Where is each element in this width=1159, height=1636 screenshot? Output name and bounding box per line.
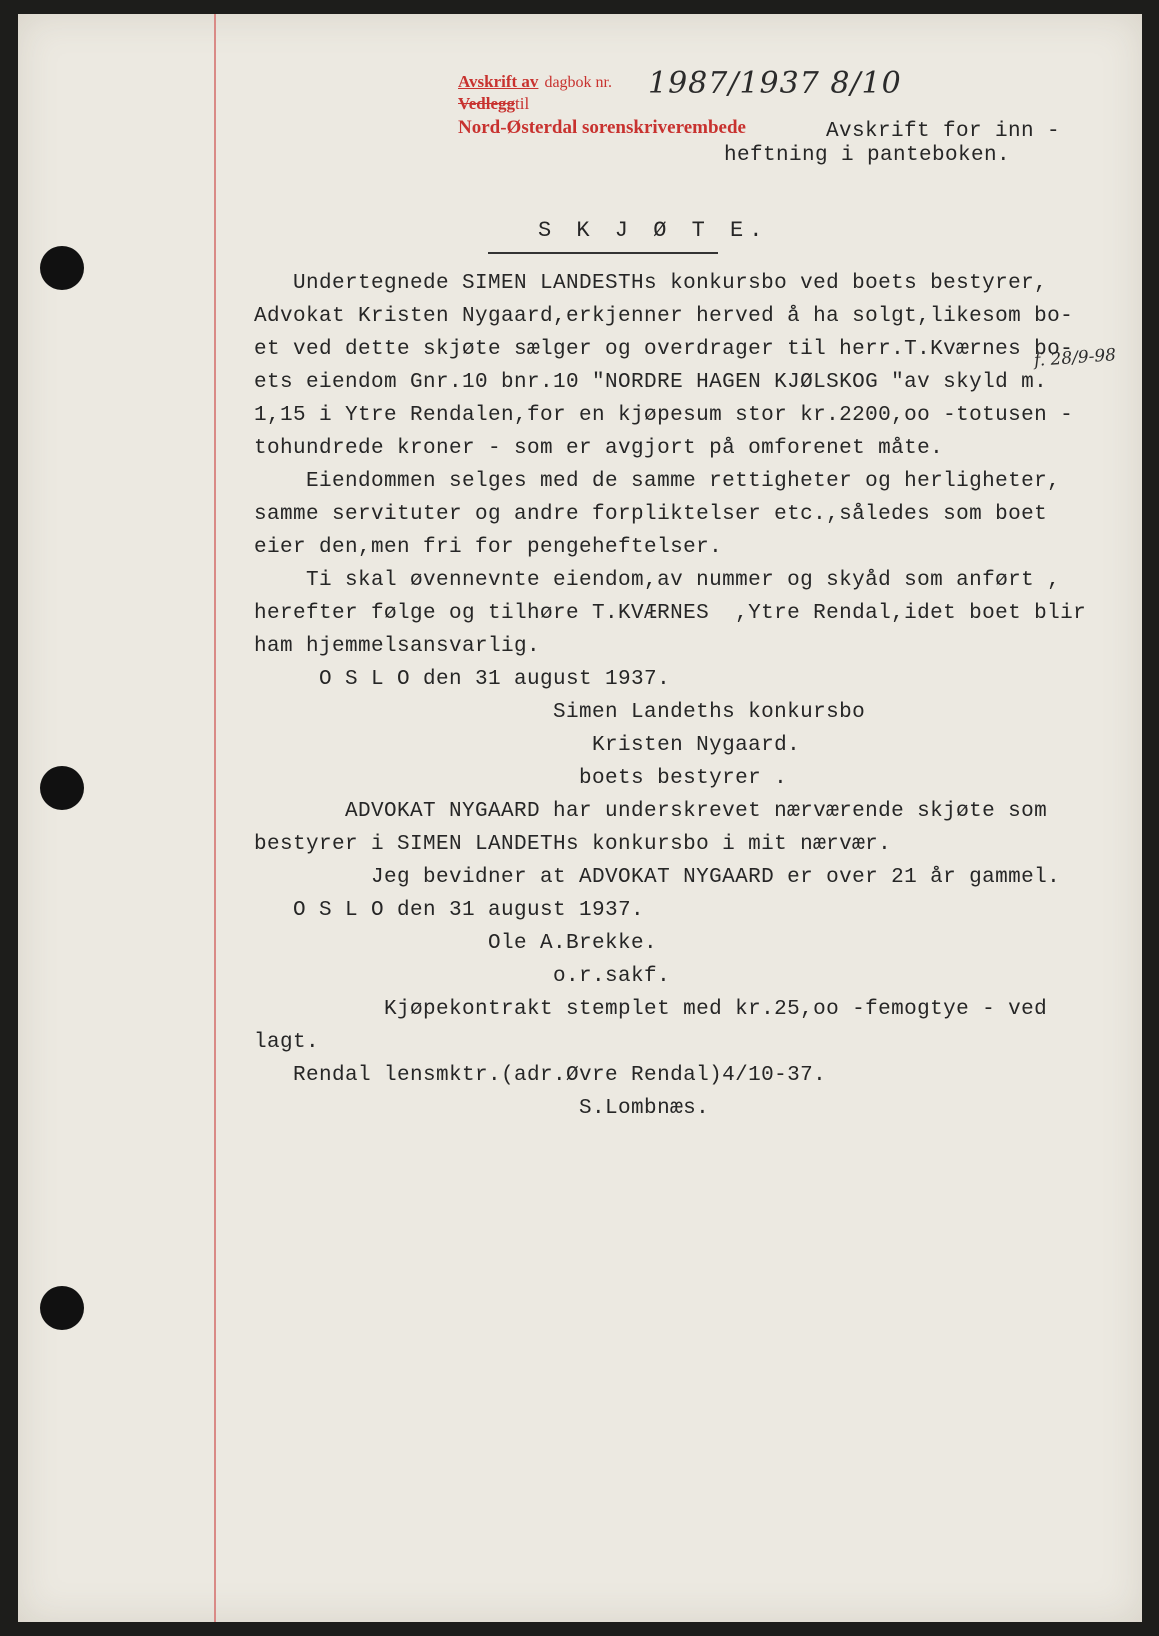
- body-line: et ved dette skjøte sælger og overdrager til herr.T.Kværnes bo-: [254, 338, 1074, 361]
- handwritten-margin-note: f. 28/9-98: [1033, 345, 1117, 371]
- body-line: Rendal lensmktr.(adr.Øvre Rendal)4/10-37.: [254, 1064, 827, 1087]
- title-underline: [488, 252, 718, 254]
- body-line: Ti skal øvennevnte eiendom,av nummer og skyåd som anført ,: [254, 569, 1061, 592]
- stamp-line-2: [458, 94, 529, 114]
- body-line: herefter følge og tilhøre T.KVÆRNES ,Ytre Rendal,idet boet blir: [254, 602, 1087, 625]
- body-line: ADVOKAT NYGAARD har underskrevet nærværende skjøte som: [254, 800, 1048, 823]
- body-line: Kristen Nygaard.: [254, 734, 801, 757]
- body-line: eier den,men fri for pengeheftelser.: [254, 536, 723, 559]
- header-note-line: heftning i panteboken.: [724, 144, 1011, 167]
- punch-hole-icon: [40, 1286, 84, 1330]
- body-line: bestyrer i SIMEN LANDETHs konkursbo i mit nærvær.: [254, 833, 892, 856]
- body-line: Undertegnede SIMEN LANDESTHs konkursbo ved boets bestyrer,: [254, 272, 1048, 295]
- body-line: ham hjemmelsansvarlig.: [254, 635, 541, 658]
- body-line: Advokat Kristen Nygaard,erkjenner herved å ha solgt,likesom bo-: [254, 305, 1074, 328]
- body-line: ets eiendom Gnr.10 bnr.10 "NORDRE HAGEN KJØLSKOG "av skyld m.: [254, 371, 1048, 394]
- stamp-avskrift: Avskrift av: [458, 72, 539, 91]
- body-line: o.r.sakf.: [254, 965, 671, 988]
- body-line: lagt.: [254, 1031, 320, 1054]
- body-line: Simen Landeths konkursbo: [254, 701, 866, 724]
- header-note-line: Avskrift for inn -: [826, 120, 1061, 143]
- stamp-til: til: [515, 94, 530, 113]
- body-line: S.Lombnæs.: [254, 1097, 710, 1120]
- stamp-office: Nord-Østerdal sorenskriverembede: [458, 117, 746, 138]
- punch-hole-icon: [40, 766, 84, 810]
- stamp-line-1: [458, 72, 612, 92]
- body-line: O S L O den 31 august 1937.: [254, 668, 671, 691]
- body-line: Ole A.Brekke.: [254, 932, 658, 955]
- body-line: Eiendommen selges med de samme rettigheter og herligheter,: [254, 470, 1061, 493]
- body-line: tohundrede kroner - som er avgjort på omforenet måte.: [254, 437, 944, 460]
- body-line: Jeg bevidner at ADVOKAT NYGAARD er over 21 år gammel.: [254, 866, 1061, 889]
- punch-hole-icon: [40, 246, 84, 290]
- document-page: [18, 14, 1142, 1622]
- body-line: boets bestyrer .: [254, 767, 788, 790]
- body-line: Kjøpekontrakt stemplet med kr.25,oo -femogtye - ved: [254, 998, 1048, 1021]
- body-line: O S L O den 31 august 1937.: [254, 899, 645, 922]
- stamp-vedlegg: Vedlegg: [458, 94, 515, 113]
- stamp-dagbok: dagbok nr.: [544, 74, 612, 91]
- margin-line: [214, 14, 216, 1622]
- body-line: samme servituter og andre forpliktelser etc.,således som boet: [254, 503, 1048, 526]
- document-title: S K J Ø T E.: [538, 218, 769, 243]
- body-line: 1,15 i Ytre Rendalen,for en kjøpesum stor kr.2200,oo -totusen -: [254, 404, 1074, 427]
- handwritten-number: 1987/1937 8/10: [648, 66, 902, 101]
